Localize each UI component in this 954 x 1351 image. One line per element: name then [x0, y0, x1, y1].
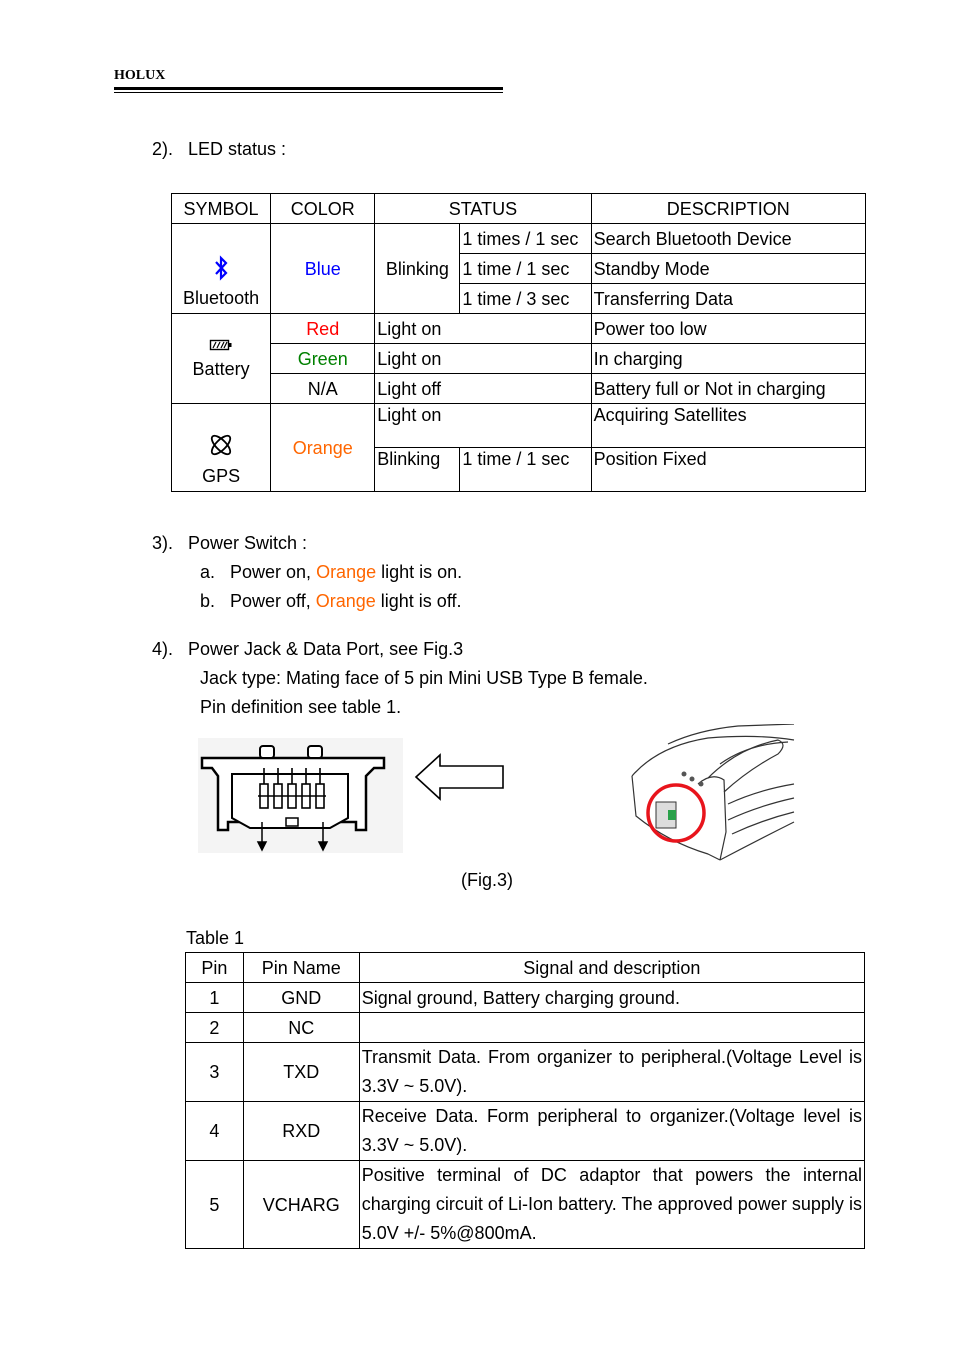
symbol-cell-battery: [172, 314, 271, 404]
table-row: [172, 344, 866, 374]
jack-type-text: Jack type: Mating face of 5 pin Mini USB Type B female.: [200, 668, 648, 688]
description-cell: Power too low: [591, 314, 865, 344]
section-heading-power-switch: 3). Power Switch :: [152, 533, 308, 553]
item-text: b. Power off,: [200, 591, 316, 611]
rate-cell: 1 time / 3 sec: [460, 284, 591, 314]
rate-cell: 1 times / 1 sec: [460, 224, 591, 254]
color-word: Orange: [316, 562, 377, 582]
table-row: [172, 224, 866, 254]
table-header-row: [186, 953, 865, 983]
header-rule: [114, 87, 503, 90]
symbol-label: Battery: [192, 358, 250, 379]
pin-name-cell: GND: [243, 983, 359, 1013]
header-cell: Signal and description: [359, 953, 864, 983]
status-cell: Blinking: [375, 224, 460, 314]
table-header-row: [172, 194, 866, 224]
description-cell: In charging: [591, 344, 865, 374]
arrow-left-icon: [414, 753, 506, 801]
table-row: [186, 1102, 865, 1161]
color-cell: Orange: [271, 404, 375, 492]
pin-definition-text: Pin definition see table 1.: [200, 697, 402, 717]
bluetooth-icon: [213, 255, 229, 281]
symbol-cell-gps: [172, 404, 271, 492]
header-cell: COLOR: [271, 194, 375, 224]
header-cell: Pin: [186, 953, 244, 983]
battery-icon: [209, 338, 233, 352]
pin-name-cell: RXD: [243, 1102, 359, 1161]
pin-name-cell: NC: [243, 1013, 359, 1043]
led-status-table: [171, 193, 866, 492]
rate-cell: 1 time / 1 sec: [460, 254, 591, 284]
symbol-label: Bluetooth: [183, 288, 260, 308]
table-row: [172, 374, 866, 404]
header-cell: STATUS: [375, 194, 591, 224]
item-text: light is off.: [375, 591, 462, 611]
status-cell: Blinking: [375, 448, 460, 492]
color-word: Orange: [315, 591, 376, 611]
signal-cell: Transmit Data. From organizer to peripheral.(Voltage Level is 3.3V ~ 5.0V).: [359, 1043, 864, 1102]
section-heading-led: 2). LED status :: [152, 139, 287, 159]
brand-name: HOLUX: [114, 68, 166, 83]
item-text: a. Power on,: [200, 562, 317, 582]
status-cell: Light on: [375, 344, 591, 374]
table-row: [186, 1043, 865, 1102]
color-cell: Red: [271, 314, 375, 344]
status-cell: Light off: [375, 374, 591, 404]
description-cell: Standby Mode: [591, 254, 865, 284]
usb-connector-drawing: [198, 738, 403, 853]
pin-definition-table: [185, 952, 865, 1249]
rate-cell: 1 time / 1 sec: [460, 448, 591, 492]
signal-cell: Signal ground, Battery charging ground.: [359, 983, 864, 1013]
pin-cell: 2: [186, 1013, 244, 1043]
section-heading-power-jack: 4). Power Jack & Data Port, see Fig.3: [152, 639, 464, 659]
symbol-label: GPS: [202, 466, 241, 486]
table-row: [186, 1013, 865, 1043]
signal-cell: Positive terminal of DC adaptor that powers the internal charging circuit of Li-Ion battery. The approved power supply is 5.0V +/- 5%@800mA.: [359, 1161, 864, 1249]
color-cell: Blue: [271, 224, 375, 314]
color-cell: Green: [271, 344, 375, 374]
pin-cell: 4: [186, 1102, 244, 1161]
table-row: [186, 983, 865, 1013]
table-row: [172, 404, 866, 448]
symbol-cell-bluetooth: [172, 224, 271, 314]
status-cell: Light on: [375, 404, 591, 448]
pin-name-cell: TXD: [243, 1043, 359, 1102]
pin-cell: 1: [186, 983, 244, 1013]
pin-cell: 5: [186, 1161, 244, 1249]
description-cell: Transferring Data: [591, 284, 865, 314]
table-row: [172, 314, 866, 344]
description-cell: Acquiring Satellites: [591, 404, 865, 448]
figure-caption: (Fig.3): [461, 870, 514, 890]
header-rule-thin: [114, 92, 503, 93]
pin-name-cell: VCHARG: [243, 1161, 359, 1249]
device-photo: [628, 724, 796, 866]
status-cell: Light on: [375, 314, 591, 344]
header-cell: SYMBOL: [172, 194, 271, 224]
signal-cell: Receive Data. Form peripheral to organizer.(Voltage level is 3.3V ~ 5.0V).: [359, 1102, 864, 1161]
table-title: Table 1: [186, 928, 245, 948]
description-cell: Position Fixed: [591, 448, 865, 492]
color-cell: N/A: [271, 374, 375, 404]
signal-cell: [359, 1013, 864, 1043]
header-cell: Pin Name: [243, 953, 359, 983]
gps-icon: [206, 431, 236, 459]
header-cell: DESCRIPTION: [591, 194, 865, 224]
list-item-power-off: [200, 590, 462, 612]
item-text: light is on.: [376, 562, 463, 582]
description-cell: Battery full or Not in charging: [591, 374, 865, 404]
pin-cell: 3: [186, 1043, 244, 1102]
table-row: [186, 1161, 865, 1249]
description-cell: Search Bluetooth Device: [591, 224, 865, 254]
list-item-power-on: [200, 561, 462, 583]
